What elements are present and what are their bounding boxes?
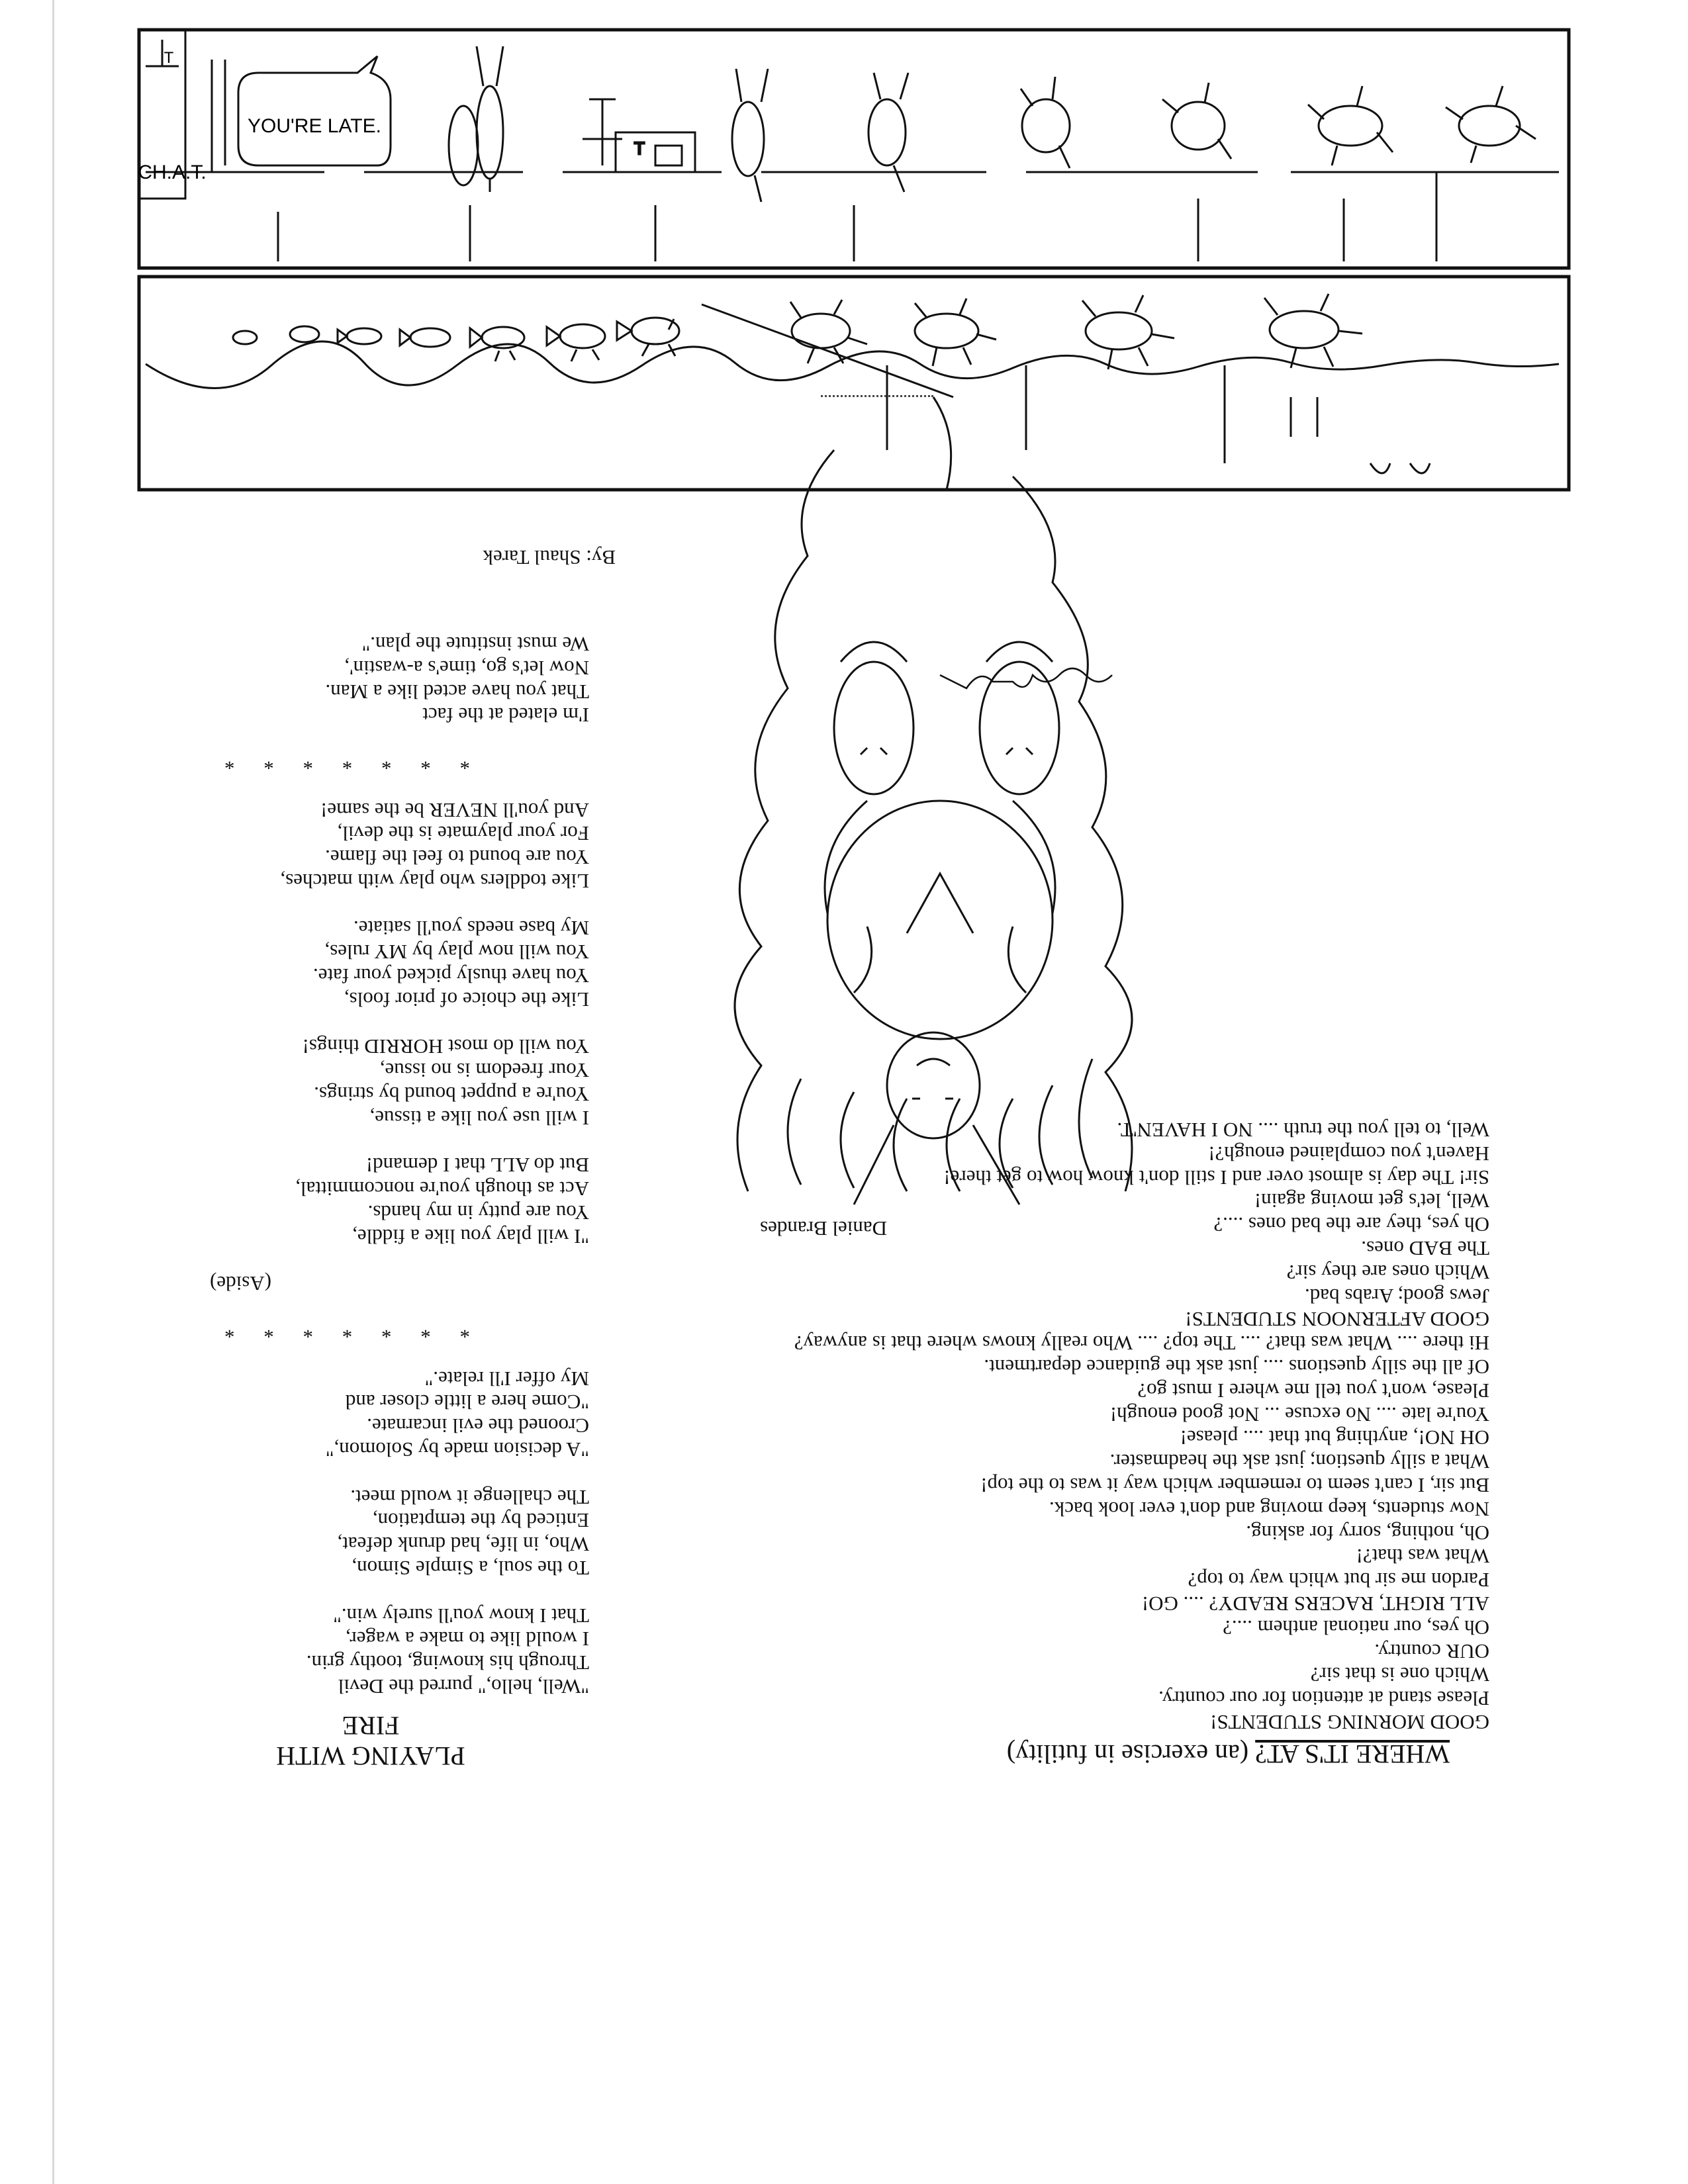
dialogue-line: But sir, I can't seem to remember which way it was to the top! <box>980 1474 1489 1498</box>
poem-line: You have thusly picked your fate. <box>312 964 589 988</box>
poem-line: I will use you like a tissue, <box>369 1106 589 1130</box>
dialogue-line: ALL RIGHT, RACERS READY? .... GO! <box>1141 1592 1489 1616</box>
school-sign: CH.A.T. <box>138 161 207 183</box>
poem-line: "A decision made by Solomon," <box>325 1438 589 1462</box>
devil-body <box>827 801 1053 1039</box>
dialogue-line: You're late .... No excuse ... Not good enough! <box>1109 1402 1489 1426</box>
stanza-separator-stars: * * * * * * * <box>212 1320 470 1343</box>
door-sign: T <box>164 49 174 67</box>
poem-line: You will do most HORRID things! <box>302 1035 589 1059</box>
poem-line: Enticed by the temptation, <box>372 1509 589 1533</box>
blackboard-text: T <box>634 138 645 158</box>
dialogue-line: What was that?! <box>1356 1545 1489 1569</box>
dialogue-line: OUR country. <box>1374 1639 1489 1663</box>
poem-line: Now let's go, time's a-wastin', <box>344 656 589 680</box>
poem-line: Act as though you're noncommittal, <box>295 1177 589 1201</box>
stanza-gap <box>126 1343 589 1367</box>
dialogue-line: Well, let's get moving again! <box>1254 1189 1489 1213</box>
poem-line: That I know you'll surely win." <box>333 1604 589 1627</box>
dialogue-line: Which ones are they sir? <box>1286 1260 1489 1284</box>
poem-line: That you have acted like a Man. <box>325 680 589 704</box>
poem-line: You are putty in my hands. <box>367 1201 589 1225</box>
dialogue-line: Sir! The day is almost over and I still don't know how to get there! <box>943 1165 1489 1189</box>
playing-with-fire-author: By: Shaul Tarek <box>483 546 616 569</box>
poem-line: Like the choice of prior fools, <box>344 987 589 1011</box>
where-its-at-title: WHERE IT'S AT? <box>1255 1739 1450 1769</box>
poem-line: You're a puppet bound by strings. <box>314 1083 589 1107</box>
aside-label: (Aside) <box>210 1272 271 1296</box>
poem-line: We must institute the plan." <box>361 632 589 656</box>
stanza-gap <box>126 1248 589 1272</box>
stanza-gap <box>126 774 589 798</box>
poem-line: Through his knowing, toothy grin. <box>306 1651 589 1675</box>
playing-with-fire-title-line2: FIRE <box>342 1711 400 1741</box>
dialogue-line: Jews good; Arabs bad. <box>1305 1284 1489 1308</box>
playing-with-fire-title-line1: PLAYING WITH <box>276 1741 465 1771</box>
poem-line: To the soul, a Simple Simon, <box>352 1557 589 1580</box>
devil-tail <box>933 397 951 490</box>
dialogue-line: Oh yes, our national anthem ....? <box>1223 1615 1489 1639</box>
dialogue-line: OH NO!, anything but that .... please! <box>1180 1426 1489 1450</box>
soul-figure-right <box>834 662 914 794</box>
dialogue-line: Please stand at attention for our country. <box>1158 1687 1489 1711</box>
poem-line: But do ALL that I demand! <box>365 1154 589 1177</box>
poem-line: Your freedom is no issue, <box>379 1059 589 1083</box>
poem-line: Crooned the evil incarnate. <box>367 1414 589 1438</box>
dialogue-line: GOOD MORNING STUDENTS! <box>1210 1711 1489 1734</box>
stanza-gap <box>126 1580 589 1604</box>
dialogue-line: GOOD AFTERNOON STUDENTS! <box>1185 1308 1489 1332</box>
dialogue-line: Oh yes, they are the bad ones ....? <box>1213 1213 1489 1237</box>
poem-line: My base needs you'll satiate. <box>353 917 589 940</box>
stanza-gap <box>126 893 589 917</box>
stanza-gap <box>126 1011 589 1035</box>
playing-with-fire-body <box>126 632 589 1698</box>
poem-line: You are bound to feel the flame. <box>325 846 589 870</box>
dialogue-line: Of all the silly questions .... just ask the guidance department. <box>984 1355 1489 1379</box>
where-its-at-author: Daniel Brandes <box>760 1217 887 1240</box>
poem-line: The challenge it would meet. <box>350 1485 589 1509</box>
where-its-at-title-line <box>1007 1739 1450 1770</box>
poem-line: For your playmate is the devil, <box>337 822 589 846</box>
speech-bubble-text: YOU'RE LATE. <box>248 115 381 137</box>
where-its-at-subtitle: (an exercise in futility) <box>1006 1739 1249 1769</box>
poem-line: You will now play by MY rules, <box>324 940 589 964</box>
stanza-gap <box>126 727 589 751</box>
dialogue-line: What a silly question; just ask the headmaster. <box>1109 1450 1489 1474</box>
poem-line: My offer I'll relate." <box>424 1367 589 1390</box>
poem-line: "Well, hello," purred the Devil <box>338 1675 589 1698</box>
poem-line: "I will play you like a fiddle, <box>352 1224 589 1248</box>
dialogue-line: Which one is that sir? <box>1310 1663 1489 1687</box>
poem-line: I'm elated at the fact <box>422 704 589 727</box>
playing-with-fire-title <box>238 1710 503 1771</box>
dialogue-line: Oh, nothing, sorry for asking. <box>1246 1521 1489 1545</box>
dialogue-line: Well, to tell you the truth .... NO I HAVEN'T. <box>1117 1118 1489 1142</box>
poem-line: I would like to make a wager, <box>345 1627 589 1651</box>
dialogue-line: Please, won't you tell me where I must go? <box>1137 1379 1489 1402</box>
dialogue-line: Pardon me sir but which way to top? <box>1188 1569 1489 1592</box>
stanza-gap <box>126 1461 589 1485</box>
poem-line: And you'll NEVER be the same! <box>320 798 589 822</box>
where-its-at-body <box>794 1118 1489 1734</box>
poem-line: "Come here a little closer and <box>345 1390 589 1414</box>
poem-line: Like toddlers who play with matches, <box>280 869 589 893</box>
dialogue-line: Hi there .... What was that? .... The top? .... Who really knows where that is anyway? <box>794 1332 1489 1355</box>
stanza-separator-stars: * * * * * * * <box>212 751 470 774</box>
stanza-gap <box>126 1130 589 1154</box>
stanza-gap <box>126 1295 589 1319</box>
dialogue-line: Now students, keep moving and don't ever look back. <box>1049 1497 1489 1521</box>
dialogue-line: Haven't you complained enough?! <box>1208 1142 1489 1165</box>
dialogue-line: The BAD ones. <box>1361 1237 1489 1261</box>
poem-line: Who, in life, had drunk defeat, <box>337 1533 589 1557</box>
